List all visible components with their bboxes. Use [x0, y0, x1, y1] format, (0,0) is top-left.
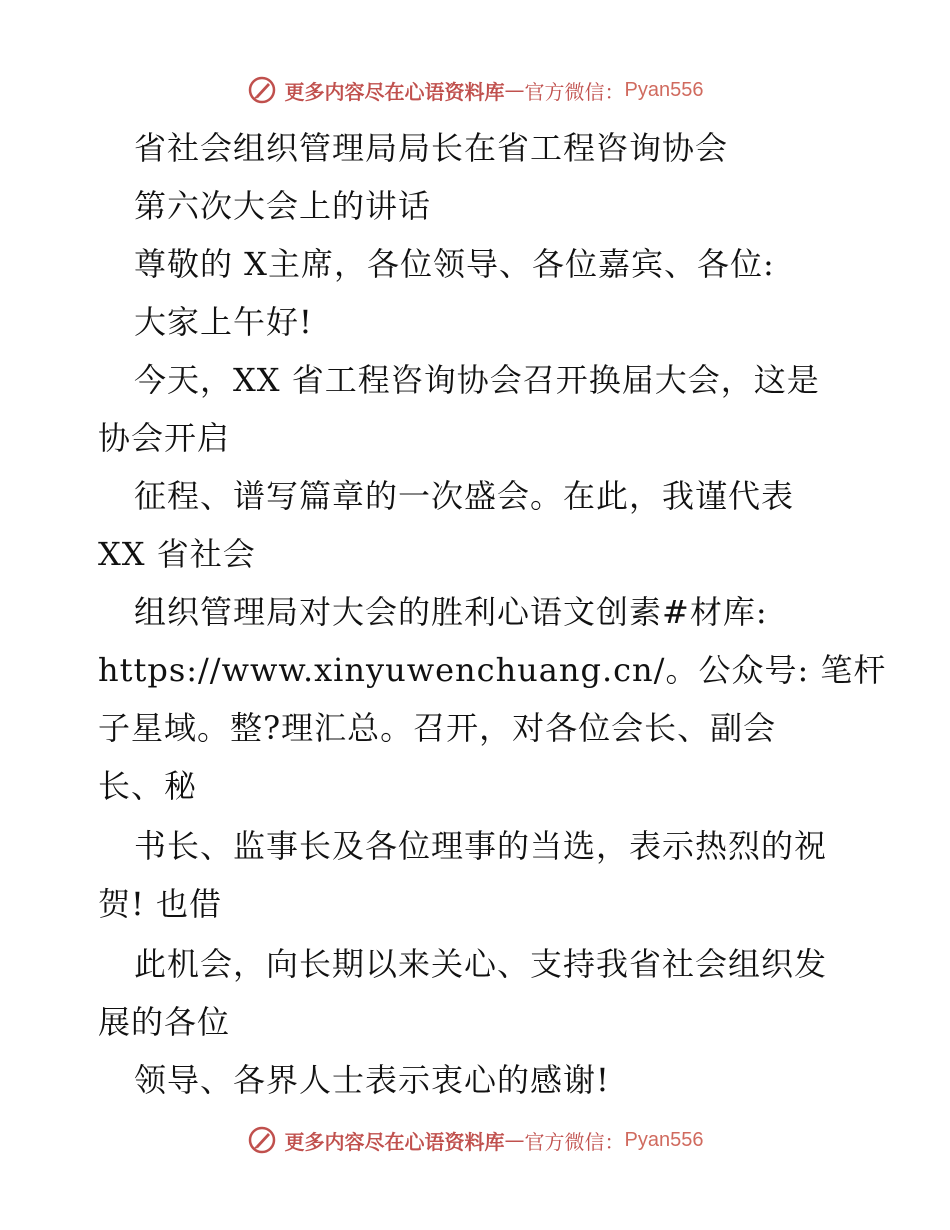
title-line-2: 第六次大会上的讲话: [134, 187, 432, 225]
banner-wechat-label: 官方微信：: [524, 1129, 625, 1154]
salutation-line: 尊敬的 X主席，各位领导、各位嘉宾、各位:: [134, 245, 775, 283]
paragraph-line: 协会开启: [98, 419, 231, 457]
title-line-1: 省社会组织管理局局长在省工程咨询协会: [134, 129, 729, 167]
banner-separator: —: [504, 1128, 525, 1152]
footer-banner: [0, 1122, 950, 1158]
paragraph-line: 子星域。整?理汇总。召开，对各位会长、副会: [98, 709, 777, 747]
quill-logo-icon: [247, 1125, 277, 1155]
paragraph-line: 长、秘: [98, 767, 198, 805]
paragraph-line: 贺! 也借: [98, 885, 223, 923]
banner-wechat-id: Pyan556: [624, 1128, 704, 1151]
paragraph-line: 书长、监事长及各位理事的当选，表示热烈的祝: [134, 827, 828, 865]
banner-wechat-label: 官方微信：: [524, 79, 625, 104]
paragraph-line: 今天，XX 省工程咨询协会召开换届大会，这是: [134, 361, 820, 399]
paragraph-line: 征程、谱写篇章的一次盛会。在此，我谨代表: [134, 477, 795, 515]
greeting-line: 大家上午好!: [134, 303, 313, 341]
banner-wechat-id: Pyan556: [624, 78, 704, 101]
paragraph-line: https://www.xinyuwenchuang.cn/。公众号: 笔杆: [98, 651, 887, 689]
paragraph-line: 领导、各界人士表示衷心的感谢!: [134, 1061, 610, 1099]
banner-main-text: 更多内容尽在心语资料库: [284, 1129, 505, 1154]
paragraph-line: 展的各位: [98, 1003, 231, 1041]
paragraph-line: 此机会，向长期以来关心、支持我省社会组织发: [134, 945, 828, 983]
paragraph-line: XX 省社会: [98, 535, 256, 573]
banner-main-text: 更多内容尽在心语资料库: [284, 79, 505, 104]
banner-separator: —: [504, 78, 525, 102]
paragraph-line: 组织管理局对大会的胜利心语文创素#材库:: [134, 593, 768, 631]
